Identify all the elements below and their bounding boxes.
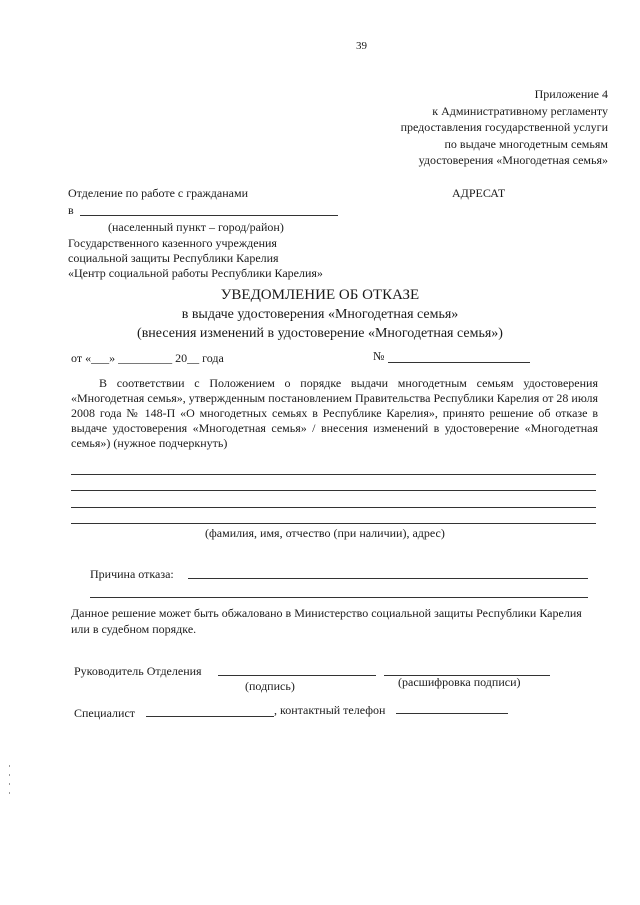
sign-sub-label: (подпись)	[245, 679, 295, 693]
sender-line-3: Государственного казенного учреждения	[68, 236, 277, 250]
specialist-name-line[interactable]	[146, 716, 274, 717]
number-sign: №	[373, 349, 385, 363]
body-paragraph: В соответствии с Положением о порядке выдачи многодетным семьям удостоверения «Многодетная семья», утвержденным постановлением Правительства Республики Карелия от 28 июля 2008 года № 148-П «О многодетных семьях в Республике Карелия», принято решение об отказе в выдаче удостоверения «Многодетная семья» / внесения изменений в удостоверение «Многодетная семья») (нужное подчеркнуть)	[71, 376, 598, 450]
page-number: 39	[356, 40, 367, 52]
sender-line-4: социальной защиты Республики Карелия	[68, 251, 279, 265]
appeal-text: Данное решение может быть обжаловано в Министерство социальной защиты Республики Карелия или в судебном порядке.	[71, 606, 582, 636]
sender-line-1: Отделение по работе с гражданами	[68, 186, 248, 200]
fio-line-2[interactable]	[71, 490, 596, 491]
appendix-line-4: по выдаче многодетным семьям	[444, 136, 608, 151]
appendix-line-3: предоставления государственной услуги	[400, 120, 608, 134]
fio-line-1[interactable]	[71, 474, 596, 475]
sender-prefix-v: в	[68, 203, 74, 217]
phone-label: , контактный телефон	[274, 703, 386, 717]
decode-sub-label: (расшифровка подписи)	[398, 675, 521, 689]
settlement-field-line[interactable]	[80, 215, 338, 216]
head-signature-line[interactable]	[218, 675, 376, 676]
addressee-label: АДРЕСАТ	[452, 186, 506, 200]
title-block	[0, 286, 640, 343]
title-sub-1: в выдаче удостоверения «Многодетная семья»	[181, 307, 459, 322]
head-label: Руководитель Отделения	[74, 664, 202, 678]
margin-marks	[9, 765, 11, 801]
fio-line-3[interactable]	[71, 507, 596, 508]
appendix-line-1: Приложение 4	[534, 87, 608, 101]
number-field-line[interactable]	[388, 362, 530, 363]
reason-label: Причина отказа:	[90, 567, 174, 581]
title-main: УВЕДОМЛЕНИЕ ОБ ОТКАЗЕ	[220, 287, 420, 303]
settlement-sub-label: (населенный пункт – город/район)	[108, 220, 284, 234]
appendix-line-2: к Административному регламенту	[432, 103, 608, 118]
title-sub-2: (внесения изменений в удостоверение «Многодетная семья»)	[137, 326, 503, 341]
sender-line-5: «Центр социальной работы Республики Карелия»	[68, 266, 323, 280]
phone-field-line[interactable]	[396, 713, 508, 714]
appendix-line-5: удостоверения «Многодетная семья»	[418, 153, 608, 167]
fio-line-4[interactable]	[71, 523, 596, 524]
reason-line-2[interactable]	[90, 597, 588, 598]
appendix-block	[401, 86, 608, 169]
date-line: от «___» _________ 20__ года	[71, 351, 224, 365]
specialist-label: Специалист	[74, 706, 136, 720]
reason-line-1[interactable]	[188, 578, 588, 579]
fio-label: (фамилия, имя, отчество (при наличии), адрес)	[205, 526, 445, 540]
